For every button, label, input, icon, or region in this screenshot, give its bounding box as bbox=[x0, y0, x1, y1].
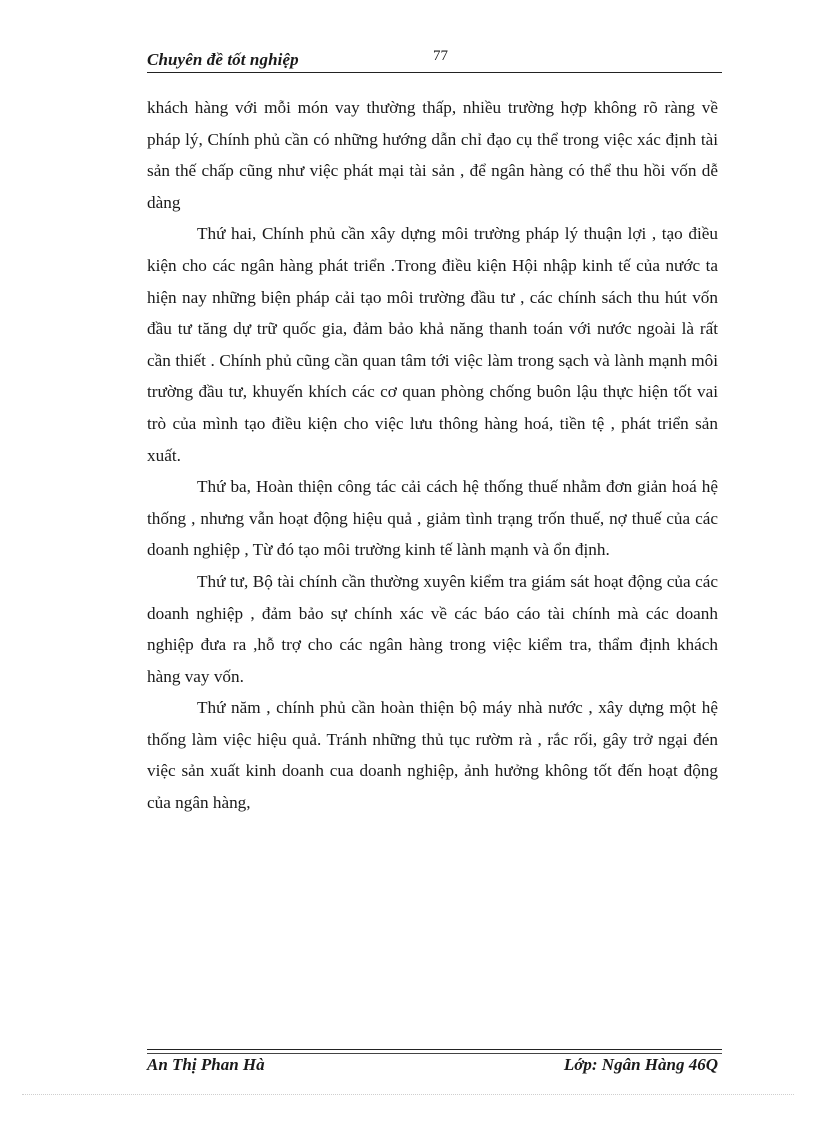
footer-divider-top bbox=[147, 1049, 722, 1050]
header-divider bbox=[147, 72, 722, 73]
paragraph-1: khách hàng với mỗi món vay thường thấp, nhiều trường hợp không rõ ràng về pháp lý, Chính phủ cần có những hướng dẫn chỉ đạo cụ thể trong việc xác định tài sản thế chấp cũng như việc phát mại tài sản , để ngân hàng có thể thu hồi vốn dễ dàng bbox=[147, 98, 718, 212]
footer-author: An Thị Phan Hà bbox=[147, 1055, 265, 1074]
header-title: Chuyên đề tốt nghiệp bbox=[147, 50, 299, 69]
paragraph-5: Thứ năm , chính phủ cần hoàn thiện bộ máy nhà nước , xây dựng một hệ thống làm việc hiệu quả. Tránh những thủ tục rườm rà , rắc rối, gây trở ngại đén việc sản xuất kinh doanh cua doanh nghiệp, ảnh hưởng không tốt đến hoạt động của ngân hàng, bbox=[147, 698, 718, 813]
page-number: 77 bbox=[433, 48, 448, 64]
page-edge-divider bbox=[22, 1094, 794, 1095]
page-header bbox=[147, 48, 722, 72]
paragraph-4: Thứ tư, Bộ tài chính cần thường xuyên kiểm tra giám sát hoạt động của các doanh nghiệp , đảm bảo sự chính xác về các báo cáo tài chính mà các doanh nghiệp đưa ra ,hỗ trợ cho các ngân hàng trong việc kiểm tra, thẩm định khách hàng vay vốn. bbox=[147, 571, 718, 686]
footer-class: Lớp: Ngân Hàng 46Q bbox=[563, 1055, 718, 1074]
footer-divider-bottom bbox=[147, 1053, 722, 1054]
paragraph-2: Thứ hai, Chính phủ cần xây dựng môi trường pháp lý thuận lợi , tạo điều kiện cho các ngân hàng phát triển .Trong điều kiện Hội nhập kinh tế của nước ta hiện nay những biện pháp cải tạo môi trường đầu tư , các chính sách thu hút vốn đầu tư tăng dự trữ quốc gia, đảm bảo khả năng thanh toán với nước ngoài là rất cần thiết . Chính phủ cũng cần quan tâm tới việc làm trong sạch và lành mạnh môi trường đầu tư, khuyến khích các cơ quan phòng chống buôn lậu thực hiện tốt vai trò của mình tạo điều kiện cho việc lưu thông hàng hoá, tiền tệ , phát triển sản xuất. bbox=[147, 224, 718, 465]
paragraph-3: Thứ ba, Hoàn thiện công tác cải cách hệ thống thuế nhằm đơn giản hoá hệ thống , nhưng vẫn hoạt động hiệu quả , giảm tình trạng trốn thuế, nợ thuế của các doanh nghiệp , Từ đó tạo môi trường kinh tế lành mạnh và ổn định. bbox=[147, 477, 718, 560]
body-text bbox=[147, 92, 718, 819]
